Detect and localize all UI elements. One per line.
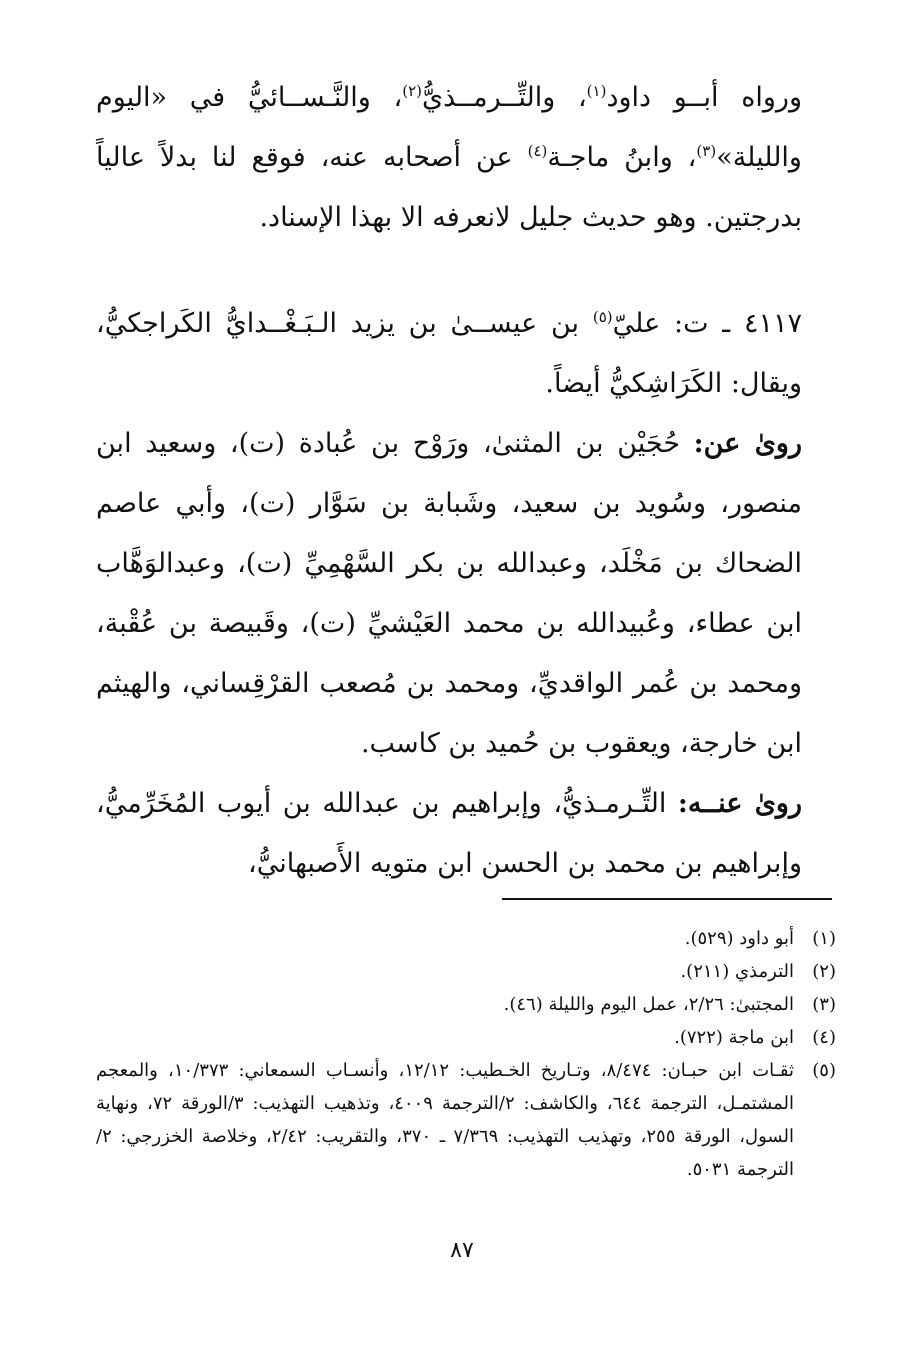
text-span: بن عيســىٰ بن يزيد الـبَـغْــدايُّ الكَراجكيُّ، ويقال: الكَرَاشِكيُّ أيضاً.	[96, 308, 802, 399]
paragraph-narration	[96, 68, 836, 248]
text-span: التِّـرمـذيُّ، وإبراهيم بن عبدالله بن أيوب المُخَرِّميُّ، وإبراهيم بن محمد بن الحسن ابن متويه الأَصبهانيُّ،	[96, 788, 802, 879]
text-span: ، وابنُ ماجـة	[547, 142, 697, 173]
footnote-divider	[502, 898, 832, 900]
footnote-item	[96, 922, 836, 955]
footnotes	[96, 922, 836, 1186]
paragraph-narrated-by	[96, 774, 836, 894]
paragraph-narrated-from	[96, 414, 836, 774]
section-label: روىٰ عنــه:	[677, 788, 802, 819]
text-span: ٤١١٧ ـ ت: عليّ	[612, 308, 803, 339]
footnote-number: (٢)	[812, 961, 836, 982]
footnote-text: الترمذي (٢١١).	[680, 961, 794, 982]
text-span: عن أصحابه عنه، فوقع لنا بدلاً عالياً بدرجتين. وهو حديث جليل لانعرفه الا بهذا الإسناد.	[96, 142, 802, 233]
text-span: ، والتِّــرمــذيُّ	[422, 82, 587, 113]
footnote-number: (١)	[812, 928, 836, 949]
text-span: ورواه أبــو داود	[606, 82, 802, 113]
footnote-text: المجتبىٰ: ٢/٢٦، عمل اليوم والليلة (٤٦).	[503, 994, 794, 1015]
paragraph-entry-heading	[96, 294, 836, 414]
footnote-ref: (١)	[586, 82, 607, 100]
footnote-item	[96, 955, 836, 988]
footnote-item	[96, 988, 836, 1021]
footnote-item	[96, 1054, 836, 1186]
footnote-number: (٥)	[812, 1060, 836, 1081]
footnote-number: (٤)	[812, 1027, 836, 1048]
footnote-ref: (٢)	[402, 82, 423, 100]
section-label: روىٰ عن:	[693, 428, 802, 459]
page-number: ٨٧	[450, 1238, 474, 1263]
footnote-ref: (٥)	[592, 308, 613, 326]
footnote-ref: (٤)	[527, 142, 548, 160]
main-text	[96, 68, 836, 894]
footnote-text: ابن ماجة (٧٢٢).	[674, 1027, 794, 1048]
footnote-number: (٣)	[812, 994, 836, 1015]
footnote-ref: (٣)	[696, 142, 717, 160]
footnote-item	[96, 1021, 836, 1054]
footnote-text: أبو داود (٥٢٩).	[684, 928, 794, 949]
footnote-text: ثقـات ابن حبـان: ٨/٤٧٤، وتـاريخ الخـطيب: ١٢/١٢، وأنسـاب السمعاني: ١٠/٣٧٣، والمعجم المشتمـل، الترجمة ٦٤٤، والكاشف: ٢/الترجمة ٤٠٠٩، وتذهيب التهذيب: ٣/الورقة ٧٢، ونهاية السول، الورقة ٢٥٥، وتهذيب التهذيب: ٧/٣٦٩ ـ ٣٧٠، والتقريب: ٢/٤٢، وخلاصة الخزرجي: ٢/الترجمة ٥٠٣١.	[96, 1060, 795, 1180]
text-span: ، والنَّـســائيُّ في «اليوم والليلة»	[96, 82, 802, 173]
text-span: حُجَيْن بن المثنىٰ، ورَوْح بن عُبادة (ت)، وسعيد ابن منصور، وسُويد بن سعيد، وشَبابة بن سَوَّار (ت)، وأبي عاصم الضحاك بن مَخْلَد، وعبدالله بن بكر السَّهْمِيِّ (ت)، وعبدالوَهَّاب ابن عطاء، وعُبيدالله بن محمد العَيْشيِّ (ت)، وقَبيصة بن عُقْبة، ومحمد بن عُمر الواقديِّ، ومحمد بن مُصعب القرْقِساني، والهيثم ابن خارجة، ويعقوب بن حُميد بن كاسب.	[96, 428, 802, 759]
